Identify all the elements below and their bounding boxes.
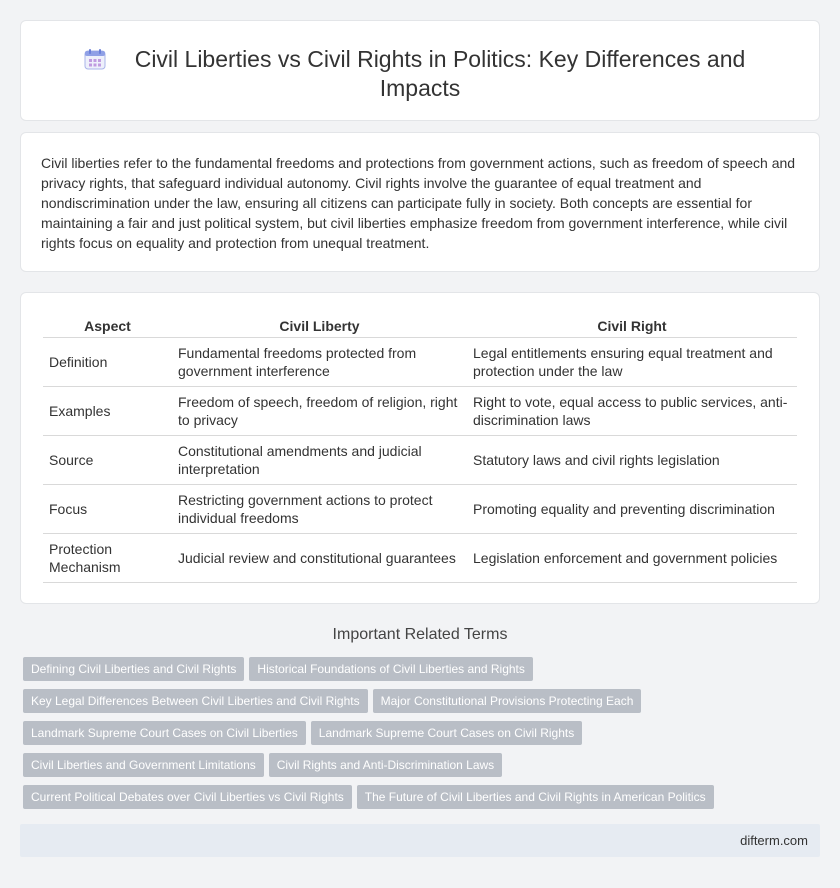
header-civil-liberty: Civil Liberty	[172, 313, 467, 337]
header-card	[20, 20, 820, 121]
page-title: Civil Liberties vs Civil Rights in Politics: Key Differences and Impacts	[134, 46, 746, 101]
table-row	[43, 484, 797, 533]
table-row	[43, 435, 797, 484]
cell-aspect: Source	[43, 435, 172, 484]
footer-site-name[interactable]: difterm.com	[740, 833, 808, 848]
related-term-tag[interactable]: Historical Foundations of Civil Liberties and Rights	[249, 657, 532, 681]
cell-aspect: Protection Mechanism	[43, 533, 172, 582]
cell-aspect: Focus	[43, 484, 172, 533]
comparison-table	[43, 313, 797, 583]
related-term-tag[interactable]: Major Constitutional Provisions Protecting Each	[373, 689, 642, 713]
cell-civil-liberty: Freedom of speech, freedom of religion, right to privacy	[172, 386, 467, 435]
cell-civil-right: Legal entitlements ensuring equal treatment and protection under the law	[467, 337, 797, 386]
footer	[20, 824, 820, 857]
intro-card	[20, 132, 820, 272]
cell-civil-liberty: Fundamental freedoms protected from government interference	[172, 337, 467, 386]
related-terms-list	[23, 657, 823, 817]
related-term-tag[interactable]: Civil Rights and Anti-Discrimination Laws	[269, 753, 502, 777]
cell-civil-right: Right to vote, equal access to public services, anti-discrimination laws	[467, 386, 797, 435]
table-header-row	[43, 313, 797, 337]
table-row	[43, 386, 797, 435]
header-civil-right: Civil Right	[467, 313, 797, 337]
related-term-tag[interactable]: Civil Liberties and Government Limitations	[23, 753, 264, 777]
related-term-tag[interactable]: Landmark Supreme Court Cases on Civil Liberties	[23, 721, 306, 745]
header-aspect: Aspect	[43, 313, 172, 337]
related-term-tag[interactable]: Current Political Debates over Civil Liberties vs Civil Rights	[23, 785, 352, 809]
related-term-tag[interactable]: Defining Civil Liberties and Civil Rights	[23, 657, 244, 681]
intro-paragraph: Civil liberties refer to the fundamental freedoms and protections from government actions, such as freedom of speech and privacy rights, that safeguard individual autonomy. Civil rights involve the guarantee of equal treatment and nondiscrimination under the law, ensuring all citizens can participate fully in society. Both concepts are essential for maintaining a fair and just political system, but civil liberties emphasize freedom from government interference, while civil rights focus on equality and protection from unequal treatment.	[41, 155, 796, 251]
cell-civil-right: Statutory laws and civil rights legislation	[467, 435, 797, 484]
related-term-tag[interactable]: The Future of Civil Liberties and Civil Rights in American Politics	[357, 785, 714, 809]
cell-civil-liberty: Judicial review and constitutional guarantees	[172, 533, 467, 582]
comparison-table-card	[20, 292, 820, 604]
related-term-tag[interactable]: Key Legal Differences Between Civil Liberties and Civil Rights	[23, 689, 368, 713]
cell-aspect: Definition	[43, 337, 172, 386]
table-row	[43, 337, 797, 386]
cell-civil-liberty: Constitutional amendments and judicial interpretation	[172, 435, 467, 484]
related-term-tag[interactable]: Landmark Supreme Court Cases on Civil Rights	[311, 721, 582, 745]
cell-civil-right: Promoting equality and preventing discrimination	[467, 484, 797, 533]
cell-civil-right: Legislation enforcement and government policies	[467, 533, 797, 582]
cell-civil-liberty: Restricting government actions to protect individual freedoms	[172, 484, 467, 533]
table-row	[43, 533, 797, 582]
cell-aspect: Examples	[43, 386, 172, 435]
related-terms-title: Important Related Terms	[332, 626, 508, 643]
